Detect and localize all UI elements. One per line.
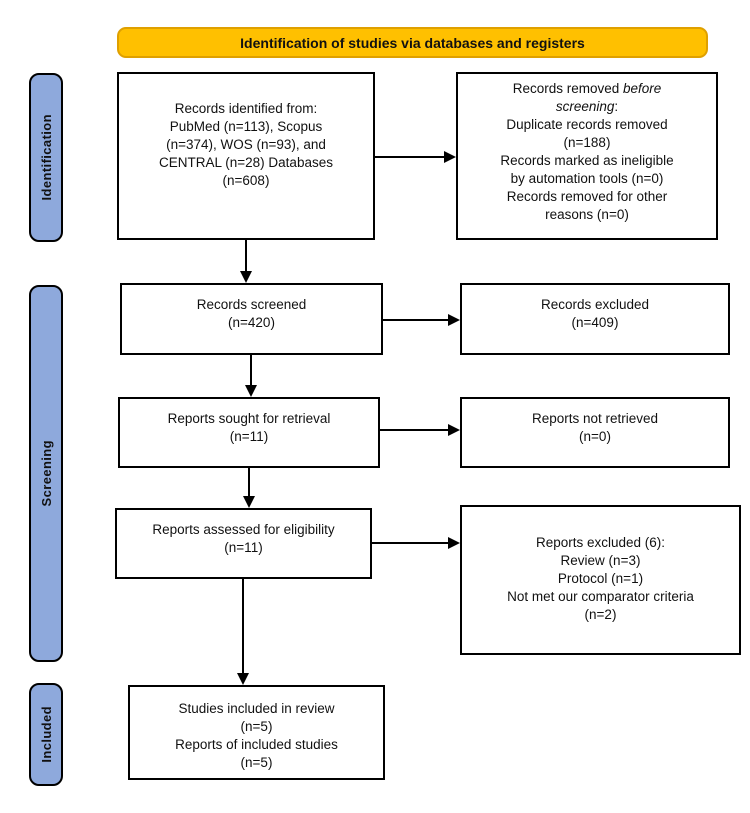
arrow-assessed-to-excluded-head-icon (448, 537, 460, 549)
box-studies-included-text: Studies included in review (n=5) Reports of included studies (n=5) (175, 701, 338, 770)
arrow-identified-to-removed-line (375, 156, 444, 158)
box-records-identified-text: Records identified from: PubMed (n=113), Scopus (n=374), WOS (n=93), and CENTRAL (n=28) Databases (n=608) (159, 101, 333, 188)
diagram-title-banner (117, 27, 708, 58)
stage-screening-label: Screening (38, 440, 54, 507)
arrow-identified-to-screened-line (245, 240, 247, 271)
arrow-assessed-to-excluded-line (372, 542, 448, 544)
box-reports-not-retrieved (460, 397, 730, 468)
removed-reason-lines: Duplicate records removed (n=188) Records marked as ineligible by automation tools (n=0) Records removed for other reasons (n=0) (500, 117, 674, 222)
box-records-identified (117, 72, 375, 240)
removed-line2-italic: screening (555, 99, 615, 114)
stage-identification (29, 73, 63, 242)
arrow-sought-to-assessed-head-icon (243, 496, 255, 508)
arrow-sought-to-assessed-line (248, 468, 250, 496)
arrow-assessed-to-included-line (242, 579, 244, 673)
box-records-removed (456, 72, 718, 240)
arrow-sought-to-notretrieved-line (380, 429, 448, 431)
arrow-screened-to-sought-head-icon (245, 385, 257, 397)
arrow-sought-to-notretrieved-head-icon (448, 424, 460, 436)
box-reports-sought-text: Reports sought for retrieval (n=11) (167, 411, 331, 444)
box-studies-included (128, 685, 385, 780)
arrow-screened-to-excluded-head-icon (448, 314, 460, 326)
stage-identification-label: Identification (38, 114, 54, 201)
stage-included (29, 683, 63, 786)
box-reports-excluded-text: Reports excluded (6): Review (n=3) Protocol (n=1) Not met our comparator criteria (n=2) (507, 535, 694, 622)
box-records-excluded (460, 283, 730, 355)
box-reports-excluded (460, 505, 741, 655)
box-records-excluded-text: Records excluded (n=409) (540, 297, 650, 330)
stage-screening (29, 285, 63, 662)
arrow-identified-to-removed-head-icon (444, 151, 456, 163)
arrow-screened-to-excluded-line (383, 319, 448, 321)
box-reports-assessed-text: Reports assessed for eligibility (n=11) (152, 522, 335, 555)
box-records-screened (120, 283, 383, 355)
removed-line1-normal: Records removed (512, 81, 623, 96)
stage-included-label: Included (38, 706, 54, 763)
box-reports-sought (118, 397, 380, 468)
box-reports-not-retrieved-text: Reports not retrieved (n=0) (531, 411, 659, 444)
arrow-identified-to-screened-head-icon (240, 271, 252, 283)
box-records-removed-text (458, 80, 716, 224)
removed-line2-normal: : (614, 99, 619, 114)
arrow-screened-to-sought-line (250, 355, 252, 385)
box-reports-assessed (115, 508, 372, 579)
diagram-title: Identification of studies via databases and registers (240, 34, 585, 51)
box-records-screened-text: Records screened (n=420) (196, 297, 307, 330)
arrow-assessed-to-included-head-icon (237, 673, 249, 685)
removed-line1-italic: before (623, 81, 662, 96)
